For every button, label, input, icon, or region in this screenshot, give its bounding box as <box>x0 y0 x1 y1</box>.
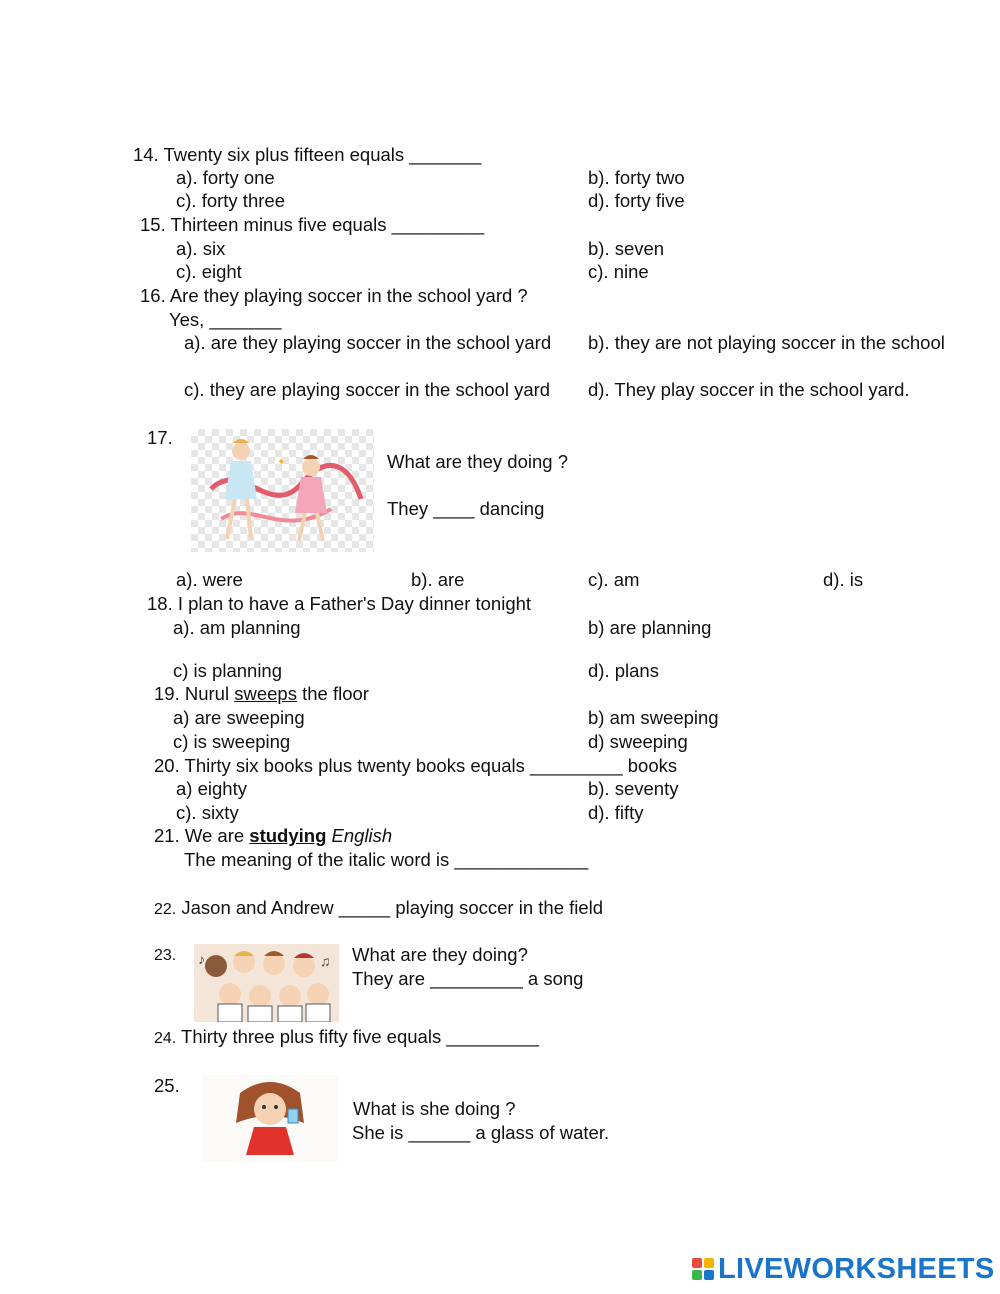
q19-option-a[interactable]: a) are sweeping <box>173 707 305 728</box>
q14-stem: 14. Twenty six plus fifteen equals _______ <box>133 144 482 165</box>
svg-text:♫: ♫ <box>320 953 331 969</box>
q19-underlined-word: sweeps <box>234 683 297 704</box>
q20-option-b[interactable]: b). seventy <box>588 778 679 799</box>
q17-option-c[interactable]: c). am <box>588 569 640 590</box>
q24-text: Thirty three plus fifty five equals _________ <box>176 1026 539 1047</box>
q19-option-b[interactable]: b) am sweeping <box>588 707 719 728</box>
q16-stem: 16. Are they playing soccer in the school yard ? <box>140 285 528 306</box>
q15-option-a[interactable]: a). six <box>176 238 226 259</box>
q19-option-c[interactable]: c) is sweeping <box>173 731 291 752</box>
q21-stem <box>154 825 392 847</box>
logo-square-red <box>692 1258 702 1268</box>
q15-option-c[interactable]: c). eight <box>176 261 242 282</box>
q17-question: What are they doing ? <box>387 451 568 472</box>
q20-option-d[interactable]: d). fifty <box>588 802 644 823</box>
q22-text: Jason and Andrew _____ playing soccer in the field <box>176 897 604 918</box>
q16-option-a[interactable]: a). are they playing soccer in the school yard <box>184 332 552 353</box>
q20-option-c[interactable]: c). sixty <box>176 802 239 823</box>
q23-singing-kids-image <box>194 944 339 1022</box>
q22-number: 22. <box>154 901 177 918</box>
q15-stem: 15. Thirteen minus five equals _________ <box>140 214 485 235</box>
q19-stem <box>154 683 369 705</box>
q18-option-c[interactable]: c) is planning <box>173 660 283 681</box>
q24-number: 24. <box>154 1030 177 1047</box>
q21-italic-word: English <box>331 825 393 846</box>
q16-option-c[interactable]: c). they are playing soccer in the school yard <box>184 379 551 400</box>
q24-stem <box>154 1026 539 1050</box>
q18-option-d[interactable]: d). plans <box>588 660 659 681</box>
q25-prompt: She is ______ a glass of water. <box>352 1122 610 1143</box>
q21-prompt: The meaning of the italic word is _____________ <box>184 849 589 870</box>
q21-bold-word: studying <box>249 825 327 846</box>
q19-stem-pre: 19. Nurul <box>154 683 235 704</box>
q17-dancers-image <box>191 429 374 552</box>
q17-option-b[interactable]: b). are <box>411 569 465 590</box>
q14-option-a[interactable]: a). forty one <box>176 167 275 188</box>
q15-option-d[interactable]: c). nine <box>588 261 649 282</box>
q17-option-d[interactable]: d). is <box>823 569 864 590</box>
q14-option-b[interactable]: b). forty two <box>588 167 685 188</box>
q19-stem-post: the floor <box>296 683 369 704</box>
q17-prompt: They ____ dancing <box>387 498 545 519</box>
q25-number: 25. <box>154 1075 180 1096</box>
q18-stem: 18. I plan to have a Father's Day dinner tonight <box>147 593 532 614</box>
q16-option-b[interactable]: b). they are not playing soccer in the school <box>588 332 945 353</box>
logo-squares-icon <box>692 1258 714 1280</box>
q15-option-b[interactable]: b). seven <box>588 238 665 259</box>
logo-text: LIVEWORKSHEETS <box>718 1252 995 1285</box>
q25-girl-drinking-image <box>202 1075 338 1162</box>
q14-option-c[interactable]: c). forty three <box>176 190 285 211</box>
q14-option-d[interactable]: d). forty five <box>588 190 685 211</box>
q23-number: 23. <box>154 947 177 964</box>
logo-square-blue <box>704 1270 714 1280</box>
q20-stem: 20. Thirty six books plus twenty books equals _________ books <box>154 755 678 776</box>
q22-stem <box>154 897 603 921</box>
q25-question: What is she doing ? <box>353 1098 516 1119</box>
q19-option-d[interactable]: d) sweeping <box>588 731 688 752</box>
q17-number: 17. <box>147 427 173 448</box>
svg-text:✦: ✦ <box>277 457 286 468</box>
logo-square-yellow <box>704 1258 714 1268</box>
q23-question: What are they doing? <box>352 944 528 965</box>
svg-text:♪: ♪ <box>198 951 205 967</box>
q18-option-a[interactable]: a). am planning <box>173 617 301 638</box>
q23-prompt: They are _________ a song <box>352 968 584 989</box>
q21-stem-pre: 21. We are <box>154 825 250 846</box>
q16-option-d[interactable]: d). They play soccer in the school yard. <box>588 379 910 400</box>
q18-option-b[interactable]: b) are planning <box>588 617 712 638</box>
q17-option-a[interactable]: a). were <box>176 569 243 590</box>
logo-square-green <box>692 1270 702 1280</box>
q20-option-a[interactable]: a) eighty <box>176 778 247 799</box>
liveworksheets-logo[interactable] <box>692 1254 995 1284</box>
q16-prompt: Yes, _______ <box>169 309 282 330</box>
